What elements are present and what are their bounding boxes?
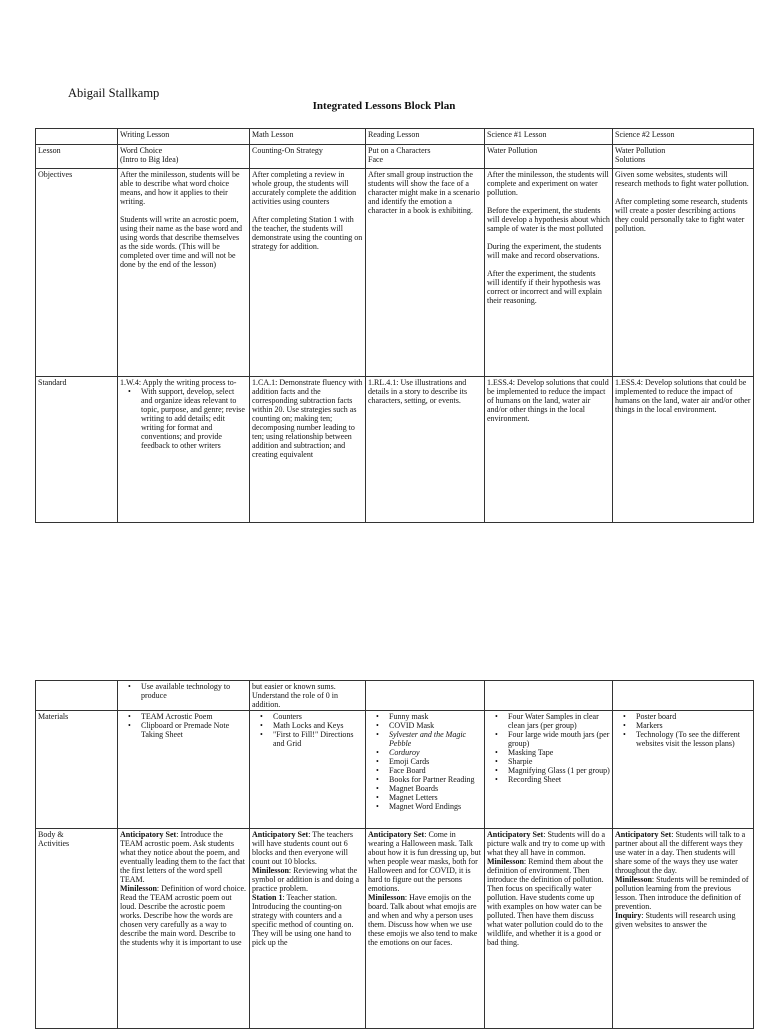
list-item: • Poster board <box>636 712 751 721</box>
list-item: • Magnet Word Endings <box>389 802 482 811</box>
list-item: • COVID Mask <box>389 721 482 730</box>
header-writing-lesson: Writing Lesson <box>118 129 250 145</box>
objectives-science1: After the minilesson, the students will complete and experiment on water pollution. Before the experiment, the students will develop a hypothesis about which sample of water is the most polluted During the experiment, the students will make and record observations. After the experiment, the students will identify if their hypothesis was correct or incorrect and will explain their reasoning. <box>485 169 613 377</box>
anticipatory-set-label: Anticipatory Set <box>252 830 309 840</box>
objectives-row <box>36 169 754 377</box>
list-item: • Magnet Boards <box>389 784 482 793</box>
lesson-plan-table-continued <box>35 680 754 1029</box>
standard-reading: 1.RL.4.1: Use illustrations and details in a story to describe its characters, setting, or events. <box>366 377 485 523</box>
materials-reading <box>366 711 485 829</box>
list-item: • Four large wide mouth jars (per group) <box>508 730 610 748</box>
lesson-writing: Word Choice (Intro to Big Idea) <box>118 145 250 169</box>
row-label-body-activities: Body & Activities <box>36 829 118 1029</box>
continued-reading <box>366 681 485 711</box>
minilesson-label: Minilesson <box>615 875 652 885</box>
list-item: • Markers <box>636 721 751 730</box>
body-science2: Anticipatory Set: Students will talk to a partner about all the different ways they use water in a day. Then students will share some of the ways they use water throughout the day. Minilesson: Students will be reminded of pollution learning from the previous lesson. Then introduce the definition of prevention. Inquiry: Students will research using given websites to answer the <box>613 829 754 1029</box>
list-item: • Four Water Samples in clear clean jars (per group) <box>508 712 610 730</box>
lesson-science1: Water Pollution <box>485 145 613 169</box>
continued-label <box>36 681 118 711</box>
inquiry-label: Inquiry <box>615 911 642 921</box>
list-item: • Counters <box>273 712 363 721</box>
header-science2-lesson: Science #2 Lesson <box>613 129 754 145</box>
anticipatory-set-label: Anticipatory Set <box>487 830 544 840</box>
materials-science1 <box>485 711 613 829</box>
standard-math: 1.CA.1: Demonstrate fluency with addition facts and the corresponding subtraction facts within 20. Use strategies such as counting on; making ten; decomposing number leading to ten; using relationship between addition and subtraction; and creating equivalent <box>250 377 366 523</box>
row-label-lesson: Lesson <box>36 145 118 169</box>
materials-science2 <box>613 711 754 829</box>
list-item: • Use available technology to produce <box>141 682 247 700</box>
table-header-row <box>36 129 754 145</box>
materials-writing <box>118 711 250 829</box>
list-item: • Face Board <box>389 766 482 775</box>
list-item: • Clipboard or Premade Note Taking Sheet <box>141 721 247 739</box>
continued-writing <box>118 681 250 711</box>
objectives-reading: After small group instruction the students will show the face of a character might make in a scenario and identify the emotion a character in a book is exhibiting. <box>366 169 485 377</box>
standard-continued-row <box>36 681 754 711</box>
list-item: • Corduroy <box>389 748 482 757</box>
continued-science1 <box>485 681 613 711</box>
list-item: • Books for Partner Reading <box>389 775 482 784</box>
standard-writing: 1.W.4: Apply the writing process to- • With support, develop, select and organize ideas relevant to topic, purpose, and genre; revise writing to add details; edit writing for format and conventions; and provide feedback to other writers <box>118 377 250 523</box>
lesson-plan-table <box>35 128 754 523</box>
body-science1: Anticipatory Set: Students will do a picture walk and try to come up with what they all have in common. Minilesson: Remind them about the definition of environment. Then introduce the definition of pollution. Then focus on specifically water pollution. Have students come up with examples on how water can be polluted. Then have them discuss what water pollution could do to the wildlife, and whether it is a good or bad thing. <box>485 829 613 1029</box>
station-label: Station 1 <box>252 893 283 903</box>
body-reading: Anticipatory Set: Come in wearing a Halloween mask. Talk about how it is fun dressing up, but when people wear masks, both for Halloween and for COVID, it is hard to figure out the persons emotions. Minilesson: Have emojis on the board. Talk about what emojis are and when and why a person uses them. Discuss how when we use these emojis we also tend to make the emotions on our faces. <box>366 829 485 1029</box>
list-item: • Math Locks and Keys <box>273 721 363 730</box>
materials-row <box>36 711 754 829</box>
list-item: • Masking Tape <box>508 748 610 757</box>
standard-row <box>36 377 754 523</box>
materials-math <box>250 711 366 829</box>
header-cell-blank <box>36 129 118 145</box>
anticipatory-set-label: Anticipatory Set <box>368 830 425 840</box>
minilesson-label: Minilesson <box>252 866 289 876</box>
list-item: • Funny mask <box>389 712 482 721</box>
body-writing: Anticipatory Set: Introduce the TEAM acrostic poem. Ask students what they notice about the poem, and eventually leading them to the fact that the first letters of the word spell TEAM. Minilesson: Definition of word choice. Read the TEAM acrostic poem out loud. Describe the acrostic poem works. Describe how the words are chosen very carefully as a way to describe the main word. Describe to the students why it is important to use <box>118 829 250 1029</box>
header-math-lesson: Math Lesson <box>250 129 366 145</box>
anticipatory-set-label: Anticipatory Set <box>615 830 672 840</box>
minilesson-label: Minilesson <box>368 893 405 903</box>
lesson-science2: Water Pollution Solutions <box>613 145 754 169</box>
continued-math: but easier or known sums. Understand the role of 0 in addition. <box>250 681 366 711</box>
lesson-row <box>36 145 754 169</box>
list-item: • Emoji Cards <box>389 757 482 766</box>
row-label-objectives: Objectives <box>36 169 118 377</box>
list-item: • Sylvester and the Magic Pebble <box>389 730 482 748</box>
list-item: • "First to Fill!" Directions and Grid <box>273 730 363 748</box>
objectives-writing: After the minilesson, students will be able to describe what word choice means, and how it applies to their writing. Students will write an acrostic poem, using their name as the base word and using words that describe themselves as the side words. (This will be completed over time and will not be done by the end of the lesson) <box>118 169 250 377</box>
list-item: • Magnifying Glass (1 per group) <box>508 766 610 775</box>
lesson-math: Counting-On Strategy <box>250 145 366 169</box>
objectives-science2: Given some websites, students will research methods to fight water pollution. After completing some research, students will create a poster describing actions they could personally take to fight water pollution. <box>613 169 754 377</box>
list-item: • Magnet Letters <box>389 793 482 802</box>
row-label-standard: Standard <box>36 377 118 523</box>
lesson-reading: Put on a Characters Face <box>366 145 485 169</box>
list-item: • Recording Sheet <box>508 775 610 784</box>
header-science1-lesson: Science #1 Lesson <box>485 129 613 145</box>
body-activities-row <box>36 829 754 1029</box>
minilesson-label: Minilesson <box>487 857 524 867</box>
objectives-math: After completing a review in whole group, the students will accurately complete the addition activities using counters After completing Station 1 with the teacher, the students will demonstrate using the counting on strategy for addition. <box>250 169 366 377</box>
list-item: • TEAM Acrostic Poem <box>141 712 247 721</box>
document-title: Integrated Lessons Block Plan <box>312 100 456 112</box>
list-item: • Technology (To see the different websites visit the lesson plans) <box>636 730 751 748</box>
minilesson-label: Minilesson <box>120 884 157 894</box>
list-item: • Sharpie <box>508 757 610 766</box>
standard-science2: 1.ESS.4: Develop solutions that could be implemented to reduce the impact of humans on the land, water air and/or other things in the local environment. <box>613 377 754 523</box>
author-name: Abigail Stallkamp <box>68 86 160 100</box>
row-label-materials: Materials <box>36 711 118 829</box>
list-item: • With support, develop, select and organize ideas relevant to topic, purpose, and genre; revise writing to add details; edit writing for format and conventions; and provide feedback to other writers <box>141 387 247 450</box>
body-math: Anticipatory Set: The teachers will have students count out 6 blocks and then everyone will count out 10 blocks. Minilesson: Reviewing what the symbol or addition is and doing a practice problem. Station 1: Teacher station. Introducing the counting-on strategy with counters and a specific method of counting on. They will be using one hand to pick up the <box>250 829 366 1029</box>
continued-science2 <box>613 681 754 711</box>
anticipatory-set-label: Anticipatory Set <box>120 830 177 840</box>
standard-science1: 1.ESS.4: Develop solutions that could be implemented to reduce the impact of humans on the land, water air and/or other things in the local environment. <box>485 377 613 523</box>
header-reading-lesson: Reading Lesson <box>366 129 485 145</box>
